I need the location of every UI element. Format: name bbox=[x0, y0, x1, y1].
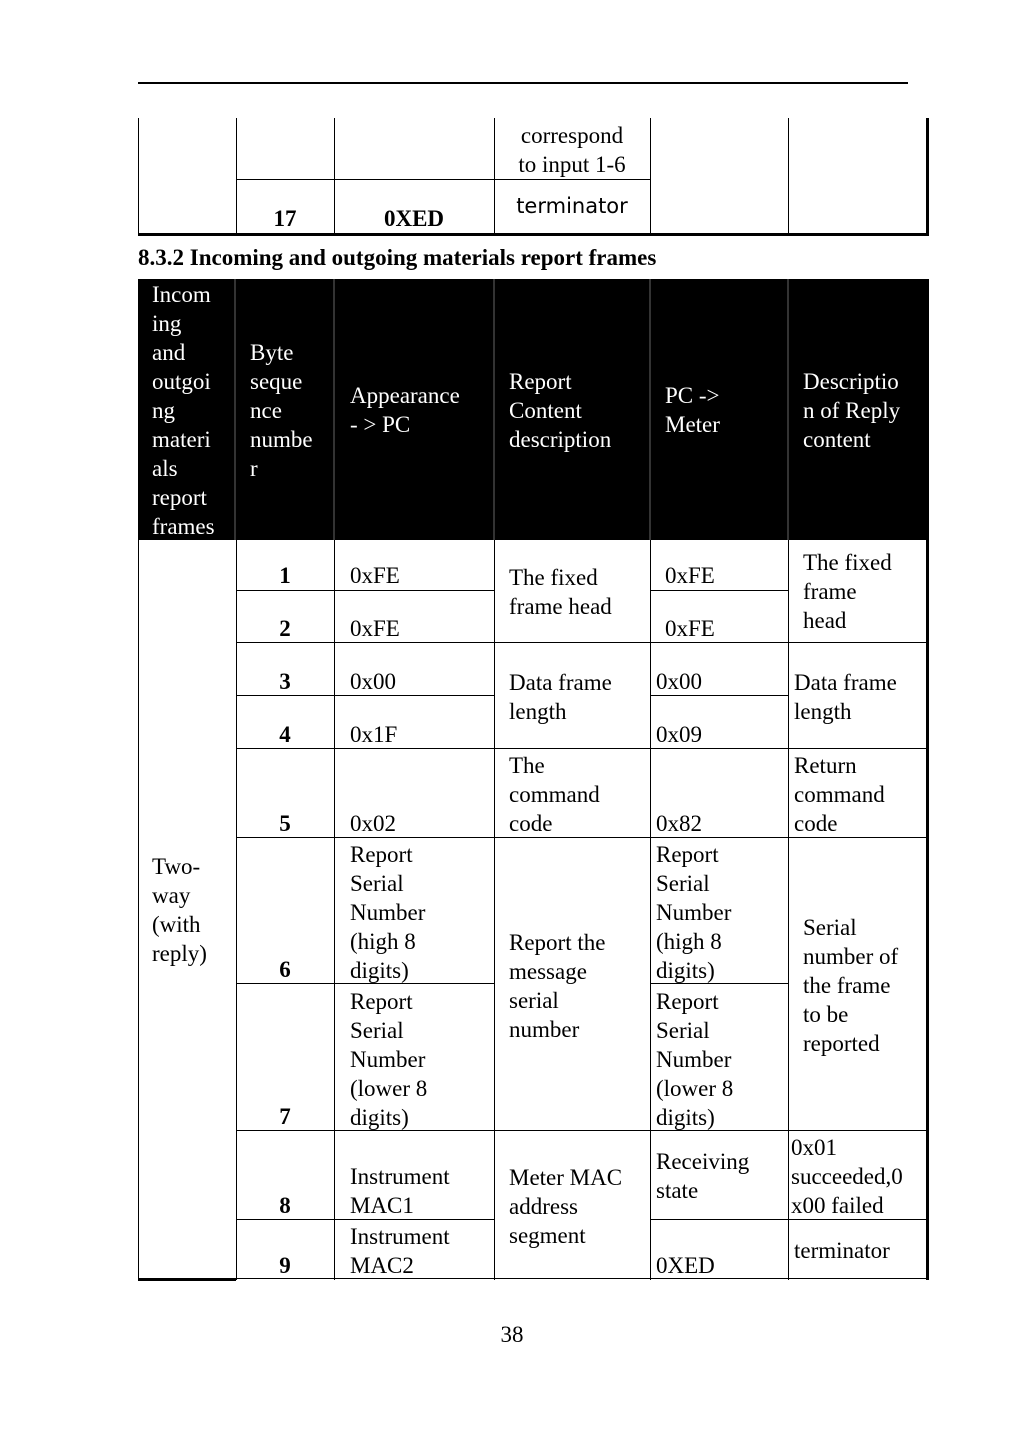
appearance-4: 0x1F bbox=[350, 722, 398, 747]
seq-5: 5 bbox=[279, 811, 291, 836]
appearance-9: Instrument MAC2 bbox=[350, 1224, 450, 1278]
header-reply-desc: Descriptio n of Reply content bbox=[803, 369, 901, 452]
report-mac-segment: Meter MAC address segment bbox=[509, 1165, 623, 1248]
reply-data-length: Data frame length bbox=[794, 670, 897, 724]
pc-meter-2: 0xFE bbox=[665, 616, 715, 641]
pc-meter-7: Report Serial Number (lower 8 digits) bbox=[656, 989, 734, 1130]
seq-1: 1 bbox=[279, 563, 291, 588]
section-heading: 8.3.2 Incoming and outgoing materials report frames bbox=[138, 245, 657, 270]
seq-9: 9 bbox=[279, 1253, 291, 1278]
seq-6: 6 bbox=[279, 957, 291, 982]
pc-meter-4: 0x09 bbox=[656, 722, 702, 747]
page-number: 38 bbox=[500, 1322, 524, 1347]
reply-result: 0x01 succeeded,0 x00 failed bbox=[791, 1135, 903, 1218]
pc-meter-6: Report Serial Number (high 8 digits) bbox=[656, 842, 732, 983]
pc-meter-5: 0x82 bbox=[656, 811, 702, 836]
header-report-desc: Report Content description bbox=[509, 369, 612, 452]
reply-terminator: terminator bbox=[794, 1238, 890, 1263]
appearance-2: 0xFE bbox=[350, 616, 400, 641]
report-serial-number: Report the message serial number bbox=[509, 930, 606, 1042]
header-pc-meter: PC -> Meter bbox=[665, 383, 720, 437]
header-rule bbox=[138, 82, 908, 84]
report-data-length: Data frame length bbox=[509, 670, 612, 724]
seq-8: 8 bbox=[279, 1193, 291, 1218]
appearance-1: 0xFE bbox=[350, 563, 400, 588]
report-command-code: The command code bbox=[509, 753, 600, 836]
pc-meter-8: Receiving state bbox=[656, 1149, 750, 1203]
appearance-6: Report Serial Number (high 8 digits) bbox=[350, 842, 426, 983]
reply-fixed-head: The fixed frame head bbox=[803, 550, 892, 633]
seq-3: 3 bbox=[279, 669, 291, 694]
reply-return-code: Return command code bbox=[794, 753, 885, 836]
top-row-17-content: terminator bbox=[516, 194, 628, 218]
frame-type: Two- way (with reply) bbox=[152, 854, 207, 966]
top-row-17-seq: 17 bbox=[273, 206, 297, 231]
seq-4: 4 bbox=[279, 722, 291, 747]
table-header bbox=[138, 279, 929, 540]
report-fixed-head: The fixed frame head bbox=[509, 565, 612, 619]
appearance-3: 0x00 bbox=[350, 669, 396, 694]
appearance-7: Report Serial Number (lower 8 digits) bbox=[350, 989, 428, 1130]
pc-meter-3: 0x00 bbox=[656, 669, 702, 694]
appearance-5: 0x02 bbox=[350, 811, 396, 836]
top-row-17-value: 0XED bbox=[383, 206, 445, 231]
appearance-8: Instrument MAC1 bbox=[350, 1164, 450, 1218]
header-appearance: Appearance - > PC bbox=[350, 383, 460, 437]
pc-meter-9: 0XED bbox=[656, 1253, 715, 1278]
header-frame: Incom ing and outgoi ng materi als report frames bbox=[152, 282, 215, 539]
seq-2: 2 bbox=[279, 616, 291, 641]
seq-7: 7 bbox=[279, 1104, 291, 1129]
pc-meter-1: 0xFE bbox=[665, 563, 715, 588]
header-seq: Byte seque nce numbe r bbox=[250, 340, 313, 481]
reply-serial-number: Serial number of the frame to be reported bbox=[803, 915, 899, 1056]
top-row-content: correspond to input 1-6 bbox=[518, 123, 626, 177]
